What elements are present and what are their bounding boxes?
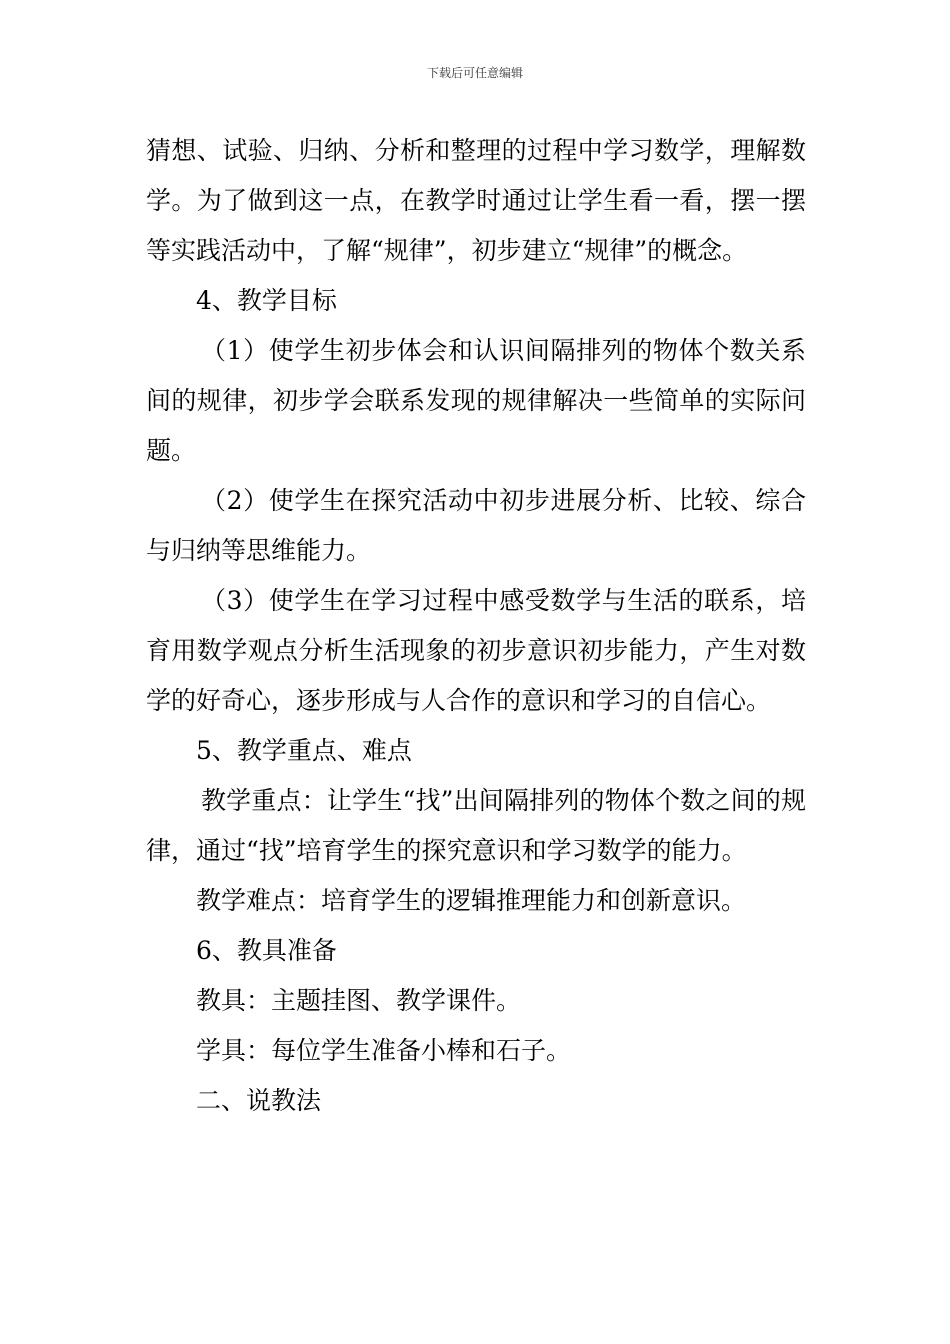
- learning-tools-line: 学具：每位学生准备小棒和石子。: [196, 1036, 572, 1065]
- heading-teaching-method: 二、说教法: [196, 1086, 322, 1115]
- paragraph-learning-process: 猜想、试验、归纳、分析和整理的过程中学习数学，理解数学。为了做到这一点，在教学时通过让学生看一看，摆一摆等实践活动中，了解“规律”，初步建立“规律”的概念。: [146, 136, 806, 265]
- key-point-paragraph: 教学重点：让学生“找”出间隔排列的物体个数之间的规律，通过“找”培育学生的探究意识和学习数学的能力。: [146, 786, 806, 865]
- objective-2: （2）使学生在探究活动中初步进展分析、比较、综合与归纳等思维能力。: [146, 486, 806, 565]
- page-header-note: 下载后可任意编辑: [426, 66, 523, 80]
- objective-3: （3）使学生在学习过程中感受数学与生活的联系，培育用数学观点分析生活现象的初步意识初步能力，产生对数学的好奇心，逐步形成与人合作的意识和学习的自信心。: [146, 586, 806, 715]
- heading-teaching-objectives: 4、教学目标: [196, 286, 337, 315]
- difficult-point-paragraph: 教学难点：培育学生的逻辑推理能力和创新意识。: [196, 886, 747, 915]
- teaching-aids-line: 教具：主题挂图、教学课件。: [196, 986, 522, 1015]
- document-body: [146, 126, 806, 1126]
- heading-teaching-aids: 6、教具准备: [196, 936, 337, 965]
- objective-1: （1）使学生初步体会和认识间隔排列的物体个数关系间的规律，初步学会联系发现的规律解决一些简单的实际问题。: [146, 336, 806, 465]
- heading-key-difficult-points: 5、教学重点、难点: [196, 736, 412, 765]
